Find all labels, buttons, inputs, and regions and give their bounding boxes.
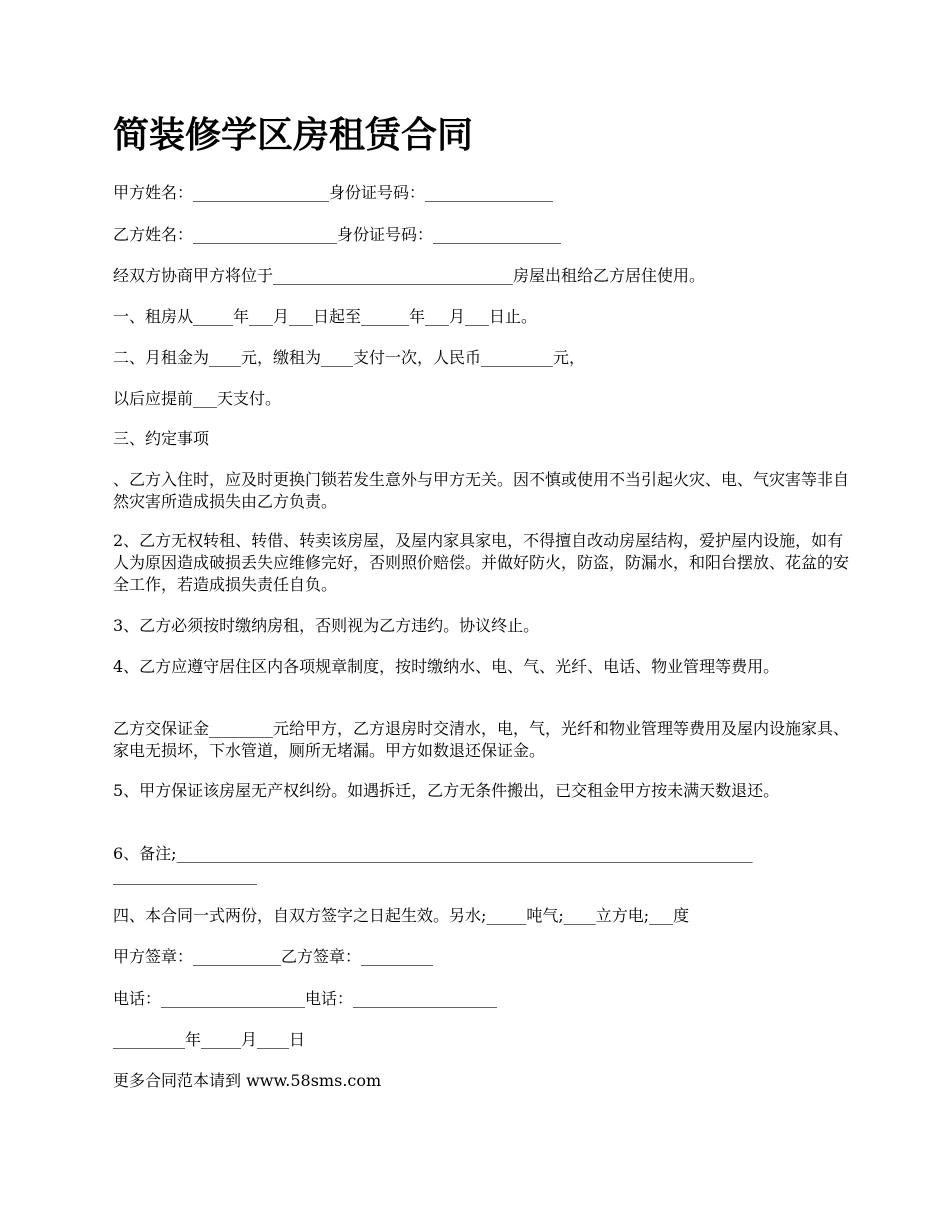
clause-3-heading: 三、约定事项	[113, 429, 210, 448]
phone-line: 电话：__________________电话：__________________	[113, 989, 498, 1008]
party-b-line: 乙方姓名：__________________身份证号码：________________	[113, 225, 562, 244]
signature-line: 甲方签章：___________乙方签章：_________	[113, 947, 434, 966]
clause-2: 二、月租金为____元，缴租为____支付一次，人民币_________元，	[113, 348, 586, 367]
footer-link-text: 更多合同范本请到 www.58sms.com	[113, 1071, 382, 1090]
item-5: 5、甲方保证该房屋无产权纠纷。如遇拆迁，乙方无条件搬出，已交租金甲方按未满天数退还。	[113, 781, 780, 800]
clause-2-cont: 以后应提前___天支付。	[113, 389, 282, 408]
party-a-line: 甲方姓名：_________________身份证号码：________________	[113, 183, 554, 202]
item-1: 、乙方入住时，应及时更换门锁若发生意外与甲方无关。因不慎或使用不当引起火灾、电、气灾害等非自然灾害所造成损失由乙方负责。	[113, 470, 850, 511]
deposit-paragraph: 乙方交保证金________元给甲方，乙方退房时交清水，电，气，光纤和物业管理等费用及屋内设施家具、家电无损坏，下水管道，厕所无堵漏。甲方如数退还保证金。	[113, 719, 850, 760]
intro-line: 经双方协商甲方将位于______________________________房屋出租给乙方居住使用。	[113, 266, 706, 285]
item-6-remarks-cont: __________________	[113, 866, 257, 885]
item-4: 4、乙方应遵守居住区内各项规章制度，按时缴纳水、电、气、光纤、电话、物业管理等费用。	[113, 657, 780, 676]
item-3: 3、乙方必须按时缴纳房租，否则视为乙方违约。协议终止。	[113, 616, 540, 635]
item-6-remarks: 6、备注;________________________________________________________________________	[113, 844, 753, 863]
item-2: 2、乙方无权转租、转借、转卖该房屋，及屋内家具家电，不得擅自改动房屋结构，爱护屋内设施，如有人为原因造成破损丢失应维修完好，否则照价赔偿。并做好防火，防盗，防漏水，和阳台摆放、花盆的安全工作，若造成损失责任自负。	[113, 531, 850, 594]
date-line: _________年_____月____日	[113, 1030, 306, 1049]
document-title: 简装修学区房租赁合同	[113, 115, 474, 156]
clause-4: 四、本合同一式两份，自双方签字之日起生效。另水;_____吨气;____立方电;___度	[113, 906, 690, 925]
clause-1: 一、租房从_____年___月___日起至______年___月___日止。	[113, 307, 538, 326]
